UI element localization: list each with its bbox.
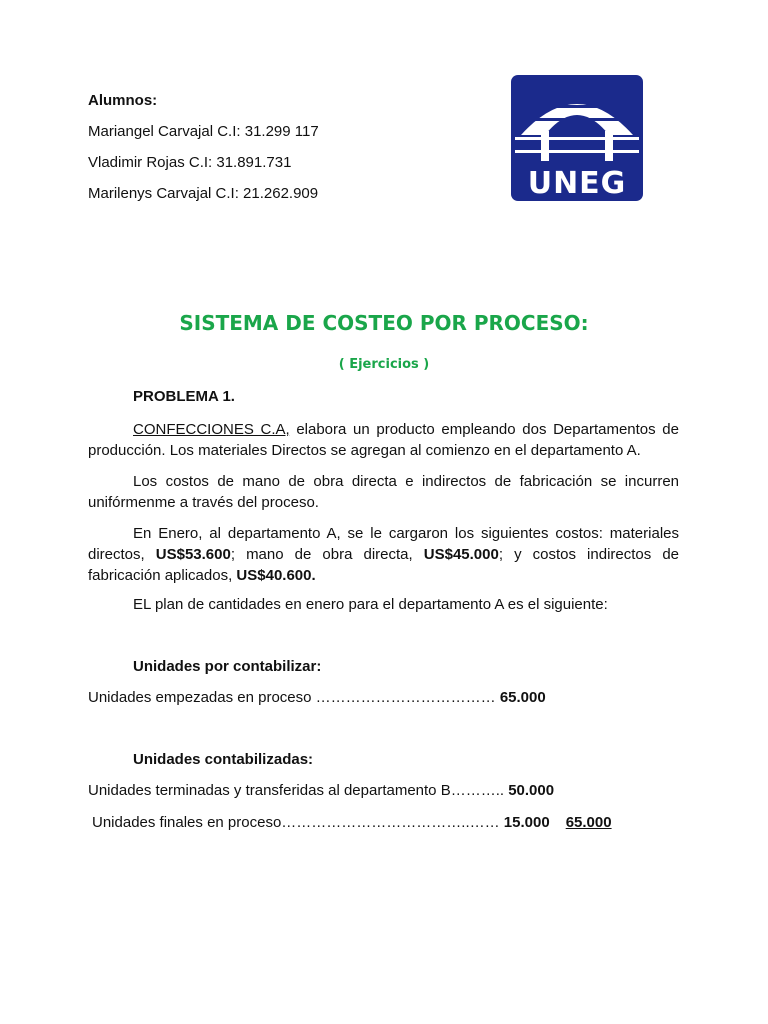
units-completed-label: Unidades terminadas y transferidas al departamento B……….. xyxy=(88,782,505,799)
problem-label: PROBLEMA 1. xyxy=(133,388,235,405)
section-units-to-account-heading: Unidades por contabilizar: xyxy=(133,658,322,675)
units-total-value: 65.000 xyxy=(565,814,612,831)
paragraph-company xyxy=(88,419,679,461)
student-name-1: Mariangel Carvajal C.I: 31.299 117 xyxy=(88,123,319,140)
student-name-2: Vladimir Rojas C.I: 31.891.731 xyxy=(88,154,292,171)
student-name-3: Marilenys Carvajal C.I: 21.262.909 xyxy=(88,185,319,202)
students-label: Alumnos: xyxy=(88,92,158,109)
paragraph-costs-incurred: Los costos de mano de obra directa e indirectos de fabricación se incurren unifórmenme a través del proceso. xyxy=(88,473,679,511)
labor-cost-value: US$45.000 xyxy=(423,546,499,563)
page-subtitle: ( Ejercicios ) xyxy=(338,357,430,372)
company-name: CONFECCIONES C.A, xyxy=(133,421,290,438)
page-title: SISTEMA DE COSTEO POR PROCESO: xyxy=(179,311,589,335)
paragraph-1-text: elabora un producto empleando dos Departamentos de producción. Los materiales Directos se agregan al comienzo en el departamento A. xyxy=(88,421,679,459)
units-completed-value: 50.000 xyxy=(508,782,555,799)
units-started-value: 65.000 xyxy=(499,689,546,706)
paragraph-3-text-a: En Enero, al departamento A, se le cargaron los siguientes costos: materiales directos, xyxy=(88,525,679,563)
uneg-logo xyxy=(511,75,643,201)
units-ending-value: 15.000 xyxy=(503,814,550,831)
materials-cost-value: US$53.600 xyxy=(155,546,231,563)
units-started-row xyxy=(88,689,546,706)
overhead-cost-value: US$40.600. xyxy=(236,567,316,584)
units-completed-row xyxy=(88,782,554,799)
paragraph-3-text-b: ; mano de obra directa, xyxy=(230,546,424,563)
units-started-label: Unidades empezadas en proceso ……………………………… xyxy=(88,689,496,706)
paragraph-january-costs xyxy=(88,523,679,586)
section-units-accounted-heading: Unidades contabilizadas: xyxy=(133,751,314,768)
units-ending-label: Unidades finales en proceso………………………………..…… xyxy=(92,814,500,831)
paragraph-3-text-c: ; y costos indirectos de fabricación aplicados, xyxy=(88,546,679,584)
paragraph-quantity-plan: EL plan de cantidades en enero para el departamento A es el siguiente: xyxy=(133,596,608,613)
logo-text: UNEG xyxy=(527,166,627,201)
units-ending-row xyxy=(92,814,612,831)
